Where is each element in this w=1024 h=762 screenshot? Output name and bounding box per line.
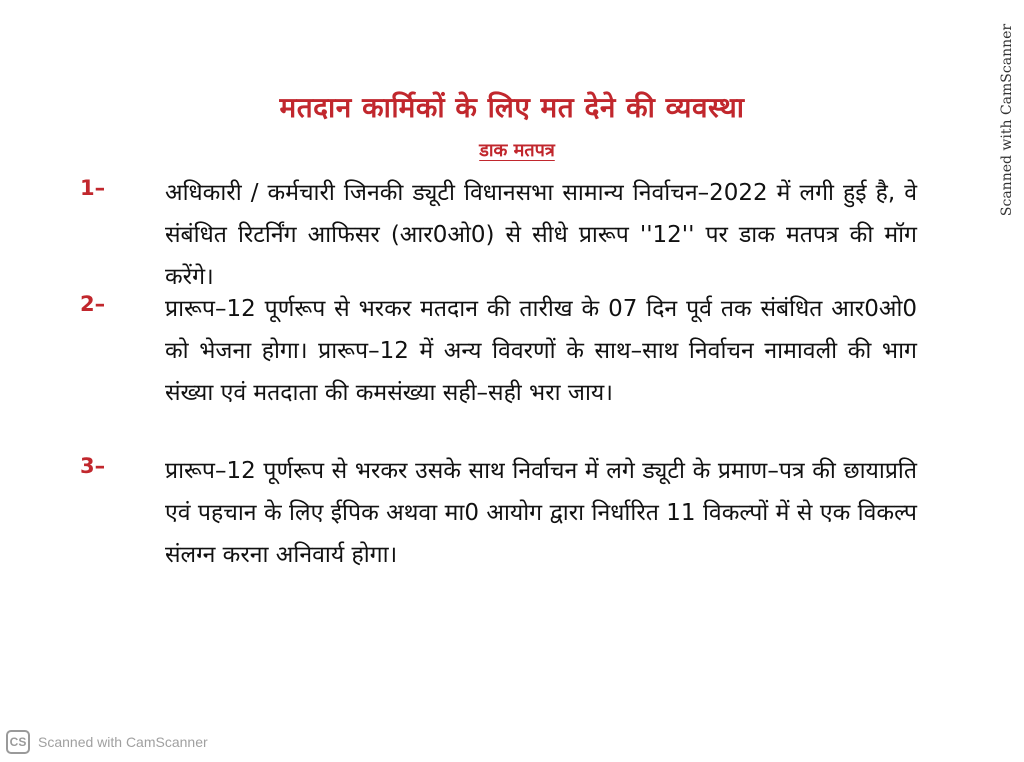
camscanner-logo-icon: CS <box>6 730 30 754</box>
item-number: 2– <box>80 292 106 316</box>
item-text: प्रारूप–12 पूर्णरूप से भरकर उसके साथ निर्वाचन में लगे ड्यूटी के प्रमाण–पत्र की छायाप्रति एवं पहचान के लिए ईपिक अथवा मा0 आयोग द्वारा निर्धारित 11 विकल्पों में से एक विकल्प संलग्न करना अनिवार्य होगा। <box>165 458 917 568</box>
item-text: प्रारूप–12 पूर्णरूप से भरकर मतदान की तारीख के 07 दिन पूर्व तक संबंधित आर0ओ0 को भेजना होगा। प्रारूप–12 में अन्य विवरणों के साथ–साथ निर्वाचन नामावली की भाग संख्या एवं मतदाता की कमसंख्या सही–सही भरा जाय। <box>165 296 917 406</box>
item-number: 3– <box>80 454 106 478</box>
item-text: अधिकारी / कर्मचारी जिनकी ड्यूटी विधानसभा सामान्य निर्वाचन–2022 में लगी हुई है, वे संबंधित रिटर्निंग आफिसर (आर0ओ0) से सीधे प्रारूप ''12'' पर डाक मतपत्र की मॉग करेंगे। <box>165 180 917 290</box>
side-watermark-text: Scanned with CamScanner <box>999 23 1015 217</box>
subtitle-text: डाक मतपत्र <box>479 140 555 161</box>
side-watermark <box>982 20 1024 220</box>
page-title: मतदान कार्मिकों के लिए मत देने की व्यवस्था <box>279 91 745 124</box>
footer-watermark-text: Scanned with CamScanner <box>38 734 208 750</box>
item-number: 1– <box>80 176 106 200</box>
page-subtitle <box>0 138 1024 162</box>
